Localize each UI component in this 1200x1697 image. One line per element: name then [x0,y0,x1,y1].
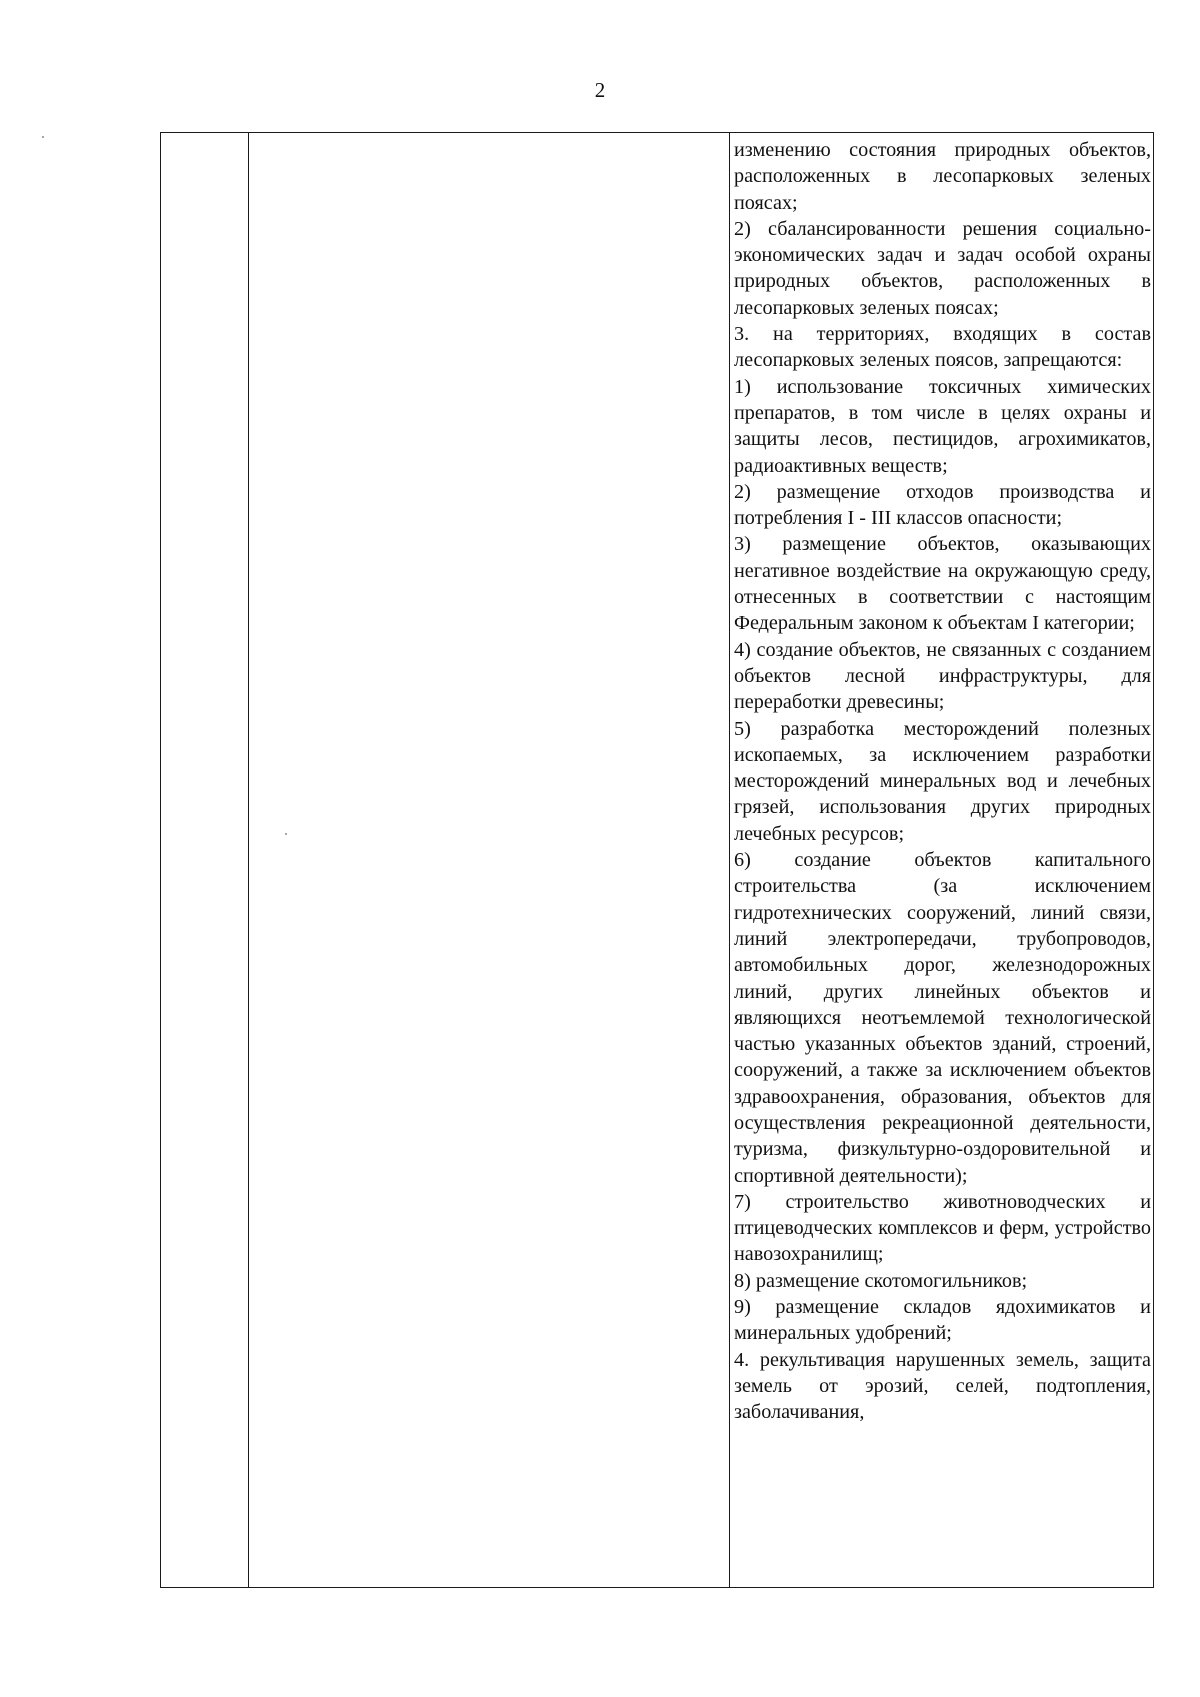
scan-speck [285,833,287,835]
page-number: 2 [594,78,606,102]
table-paragraph: 2) размещение отходов производства и потребления I - III классов опасности; [734,480,1151,530]
table-paragraph: изменению состояния природных объектов, расположенных в лесопарковых зеленых поясах; [734,139,1151,214]
table-paragraph: 9) размещение складов ядохимикатов и минеральных удобрений; [734,1296,1151,1345]
table-paragraph: 8) размещение скотомогильников; [734,1269,1028,1292]
table-column-2 [249,133,730,1587]
table-paragraph: 3. на территориях, входящих в состав лесопарковых зеленых поясов, запрещаются: [734,323,1151,372]
table-column-3 [730,133,1153,1587]
table-paragraph: 3) размещение объектов, оказывающих негативное воздействие на окружающую среду, отнесенных в соответствии с настоящим Федеральным законом к объектам I категории; [734,533,1151,635]
table-paragraph: 7) строительство животноводческих и птицеводческих комплексов и ферм, устройство навозохранилищ; [734,1190,1151,1266]
table-paragraph: 4. рекультивация нарушенных земель, защита земель от эрозий, селей, подтопления, заболачивания, [734,1348,1151,1424]
table-paragraph: 6) создание объектов капитального строительства (за исключением гидротехнических сооружений, линий связи, линий электропередачи, трубопроводов, автомобильных дорог, железнодорожных линий, других линейных объектов и являющихся неотъемлемой технологической частью указанных объектов зданий, строений, сооружений, а также за исключением объектов здравоохранения, образования, объектов для осуществления рекреационной деятельности, туризма, физкультурно-оздоровительной и спортивной деятельности); [734,849,1151,1187]
table-paragraph: 1) использование токсичных химических препаратов, в том числе в целях охраны и защиты лесов, пестицидов, агрохимикатов, радиоактивных веществ; [734,375,1151,477]
document-table [160,132,1154,1588]
table-column-1 [161,133,249,1587]
scan-speck [42,136,44,138]
table-paragraph: 4) создание объектов, не связанных с созданием объектов лесной инфраструктуры, для переработки древесины; [734,638,1151,714]
table-paragraph: 2) сбалансированности решения социально-экономических задач и задач особой охраны природных объектов, расположенных в лесопарковых зеленых поясах; [734,217,1151,319]
table-paragraph: 5) разработка месторождений полезных ископаемых, за исключением разработки месторождений минеральных вод и лечебных грязей, использования других природных лечебных ресурсов; [734,717,1151,845]
